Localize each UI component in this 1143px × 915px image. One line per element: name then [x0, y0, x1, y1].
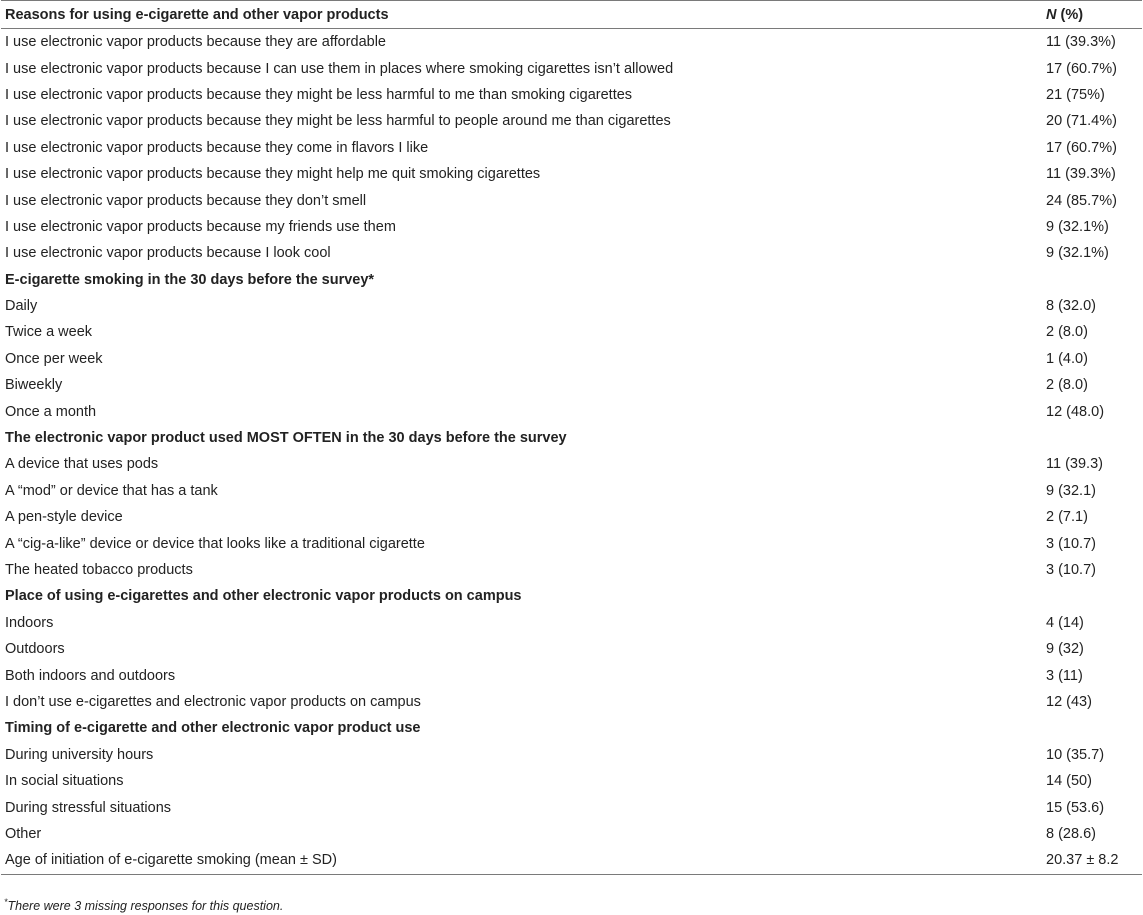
- row-value: 3 (11): [1046, 667, 1083, 684]
- row-value: 8 (32.0): [1046, 298, 1096, 315]
- header-n: N: [1046, 6, 1057, 23]
- row-value: 17 (60.7%): [1046, 60, 1117, 77]
- footnote-mark: *: [4, 897, 8, 907]
- section-heading: E-cigarette smoking in the 30 days before the survey*: [5, 271, 375, 288]
- row-label: Other: [5, 825, 42, 842]
- row-label: I use electronic vapor products because they don’t smell: [5, 192, 367, 209]
- table-header-row: [1, 1, 1142, 29]
- row-value: [1044, 715, 1142, 741]
- table-row: [1, 214, 1142, 240]
- table-row: [1, 346, 1142, 372]
- table-row: [1, 794, 1142, 820]
- table-row: [1, 293, 1142, 319]
- row-value: 12 (48.0): [1046, 403, 1105, 420]
- header-reasons-label: Reasons for using e-cigarette and other vapor products: [5, 6, 389, 23]
- header-n-pct: [1044, 1, 1142, 29]
- table-row: [1, 240, 1142, 266]
- row-value: 11 (39.3%): [1046, 34, 1116, 51]
- row-value: 12 (43): [1046, 693, 1092, 710]
- table-row: [1, 135, 1142, 161]
- row-value: 14 (50): [1046, 773, 1092, 790]
- survey-results-table: [1, 0, 1142, 875]
- table-row: [1, 742, 1142, 768]
- row-value: [1044, 425, 1142, 451]
- row-value: 3 (10.7): [1046, 535, 1096, 552]
- table-row: [1, 636, 1142, 662]
- row-label: During university hours: [5, 746, 154, 763]
- row-value: 24 (85.7%): [1046, 192, 1117, 209]
- section-heading: Place of using e-cigarettes and other electronic vapor products on campus: [5, 588, 522, 605]
- table-row: [1, 768, 1142, 794]
- row-value: 9 (32.1%): [1046, 218, 1109, 235]
- row-label: I use electronic vapor products because they might be less harmful to me than smoking cigarettes: [5, 86, 633, 103]
- row-value: 2 (8.0): [1046, 324, 1088, 341]
- row-label: I use electronic vapor products because my friends use them: [5, 218, 396, 235]
- section-heading: Timing of e-cigarette and other electronic vapor product use: [5, 720, 421, 737]
- row-label: A “cig-a-like” device or device that looks like a traditional cigarette: [5, 535, 425, 552]
- row-label: In social situations: [5, 773, 124, 790]
- footnote-text: There were 3 missing responses for this question.: [7, 899, 284, 914]
- table-row: [1, 398, 1142, 424]
- table-row: [1, 847, 1142, 874]
- table-row: [1, 504, 1142, 530]
- row-label: A device that uses pods: [5, 456, 159, 473]
- row-value: 11 (39.3%): [1046, 166, 1116, 183]
- table-row: [1, 451, 1142, 477]
- row-value: 21 (75%): [1046, 86, 1105, 103]
- row-label: A “mod” or device that has a tank: [5, 482, 218, 499]
- row-value: [1044, 267, 1142, 293]
- row-label: I use electronic vapor products because they might be less harmful to people around me than cigarettes: [5, 113, 671, 130]
- table-row: [1, 55, 1142, 81]
- section-heading: The electronic vapor product used MOST OFTEN in the 30 days before the survey: [5, 430, 567, 447]
- row-value: 20.37 ± 8.2: [1046, 852, 1119, 869]
- table-row: [1, 161, 1142, 187]
- table-section-row: [1, 267, 1142, 293]
- row-label: Age of initiation of e-cigarette smoking (mean ± SD): [5, 852, 337, 869]
- table-row: [1, 821, 1142, 847]
- row-label: I use electronic vapor products because they might help me quit smoking cigarettes: [5, 166, 541, 183]
- table-footnote: [4, 897, 283, 913]
- header-pct: (%): [1056, 6, 1084, 23]
- row-label: The heated tobacco products: [5, 562, 193, 578]
- table-row: [1, 557, 1142, 583]
- table-section-row: [1, 583, 1142, 609]
- row-label: I use electronic vapor products because they are affordable: [5, 34, 386, 51]
- row-label: I use electronic vapor products because they come in flavors I like: [5, 139, 429, 156]
- row-value: 4 (14): [1046, 614, 1084, 631]
- row-value: 9 (32.1%): [1046, 245, 1109, 262]
- row-value: 11 (39.3): [1046, 456, 1103, 473]
- table-row: [1, 478, 1142, 504]
- row-value: 17 (60.7%): [1046, 139, 1117, 156]
- row-value: 15 (53.6): [1046, 799, 1105, 816]
- row-label: Once per week: [5, 350, 103, 367]
- row-label: I use electronic vapor products because I look cool: [5, 245, 331, 262]
- row-label: Biweekly: [5, 377, 63, 394]
- row-label: Once a month: [5, 403, 97, 420]
- row-label: Indoors: [5, 614, 54, 631]
- row-label: During stressful situations: [5, 799, 172, 816]
- row-value: 10 (35.7): [1046, 746, 1105, 763]
- table-row: [1, 82, 1142, 108]
- table-row: [1, 689, 1142, 715]
- row-value: 1 (4.0): [1046, 350, 1088, 367]
- row-value: 2 (7.1): [1046, 509, 1088, 526]
- row-value: 9 (32.1): [1046, 482, 1096, 499]
- table-row: [1, 29, 1142, 56]
- table-body: [1, 29, 1142, 875]
- row-label: I use electronic vapor products because I can use them in places where smoking cigarettes isn’t allowed: [5, 60, 674, 77]
- row-label: Outdoors: [5, 641, 65, 658]
- table-row: [1, 662, 1142, 688]
- row-value: 2 (8.0): [1046, 377, 1088, 394]
- table-row: [1, 530, 1142, 556]
- row-value: 3 (10.7): [1046, 562, 1096, 578]
- row-label: Both indoors and outdoors: [5, 667, 176, 684]
- row-label: Daily: [5, 298, 38, 315]
- row-value: [1044, 583, 1142, 609]
- table-row: [1, 319, 1142, 345]
- table-section-row: [1, 715, 1142, 741]
- row-label: Twice a week: [5, 324, 93, 341]
- row-value: 20 (71.4%): [1046, 113, 1117, 130]
- row-label: A pen-style device: [5, 509, 123, 526]
- table-row: [1, 108, 1142, 134]
- row-label: I don’t use e-cigarettes and electronic vapor products on campus: [5, 693, 421, 710]
- table-row: [1, 372, 1142, 398]
- table-section-row: [1, 425, 1142, 451]
- table-row: [1, 610, 1142, 636]
- row-value: 9 (32): [1046, 641, 1084, 658]
- row-value: 8 (28.6): [1046, 825, 1096, 842]
- table-row: [1, 187, 1142, 213]
